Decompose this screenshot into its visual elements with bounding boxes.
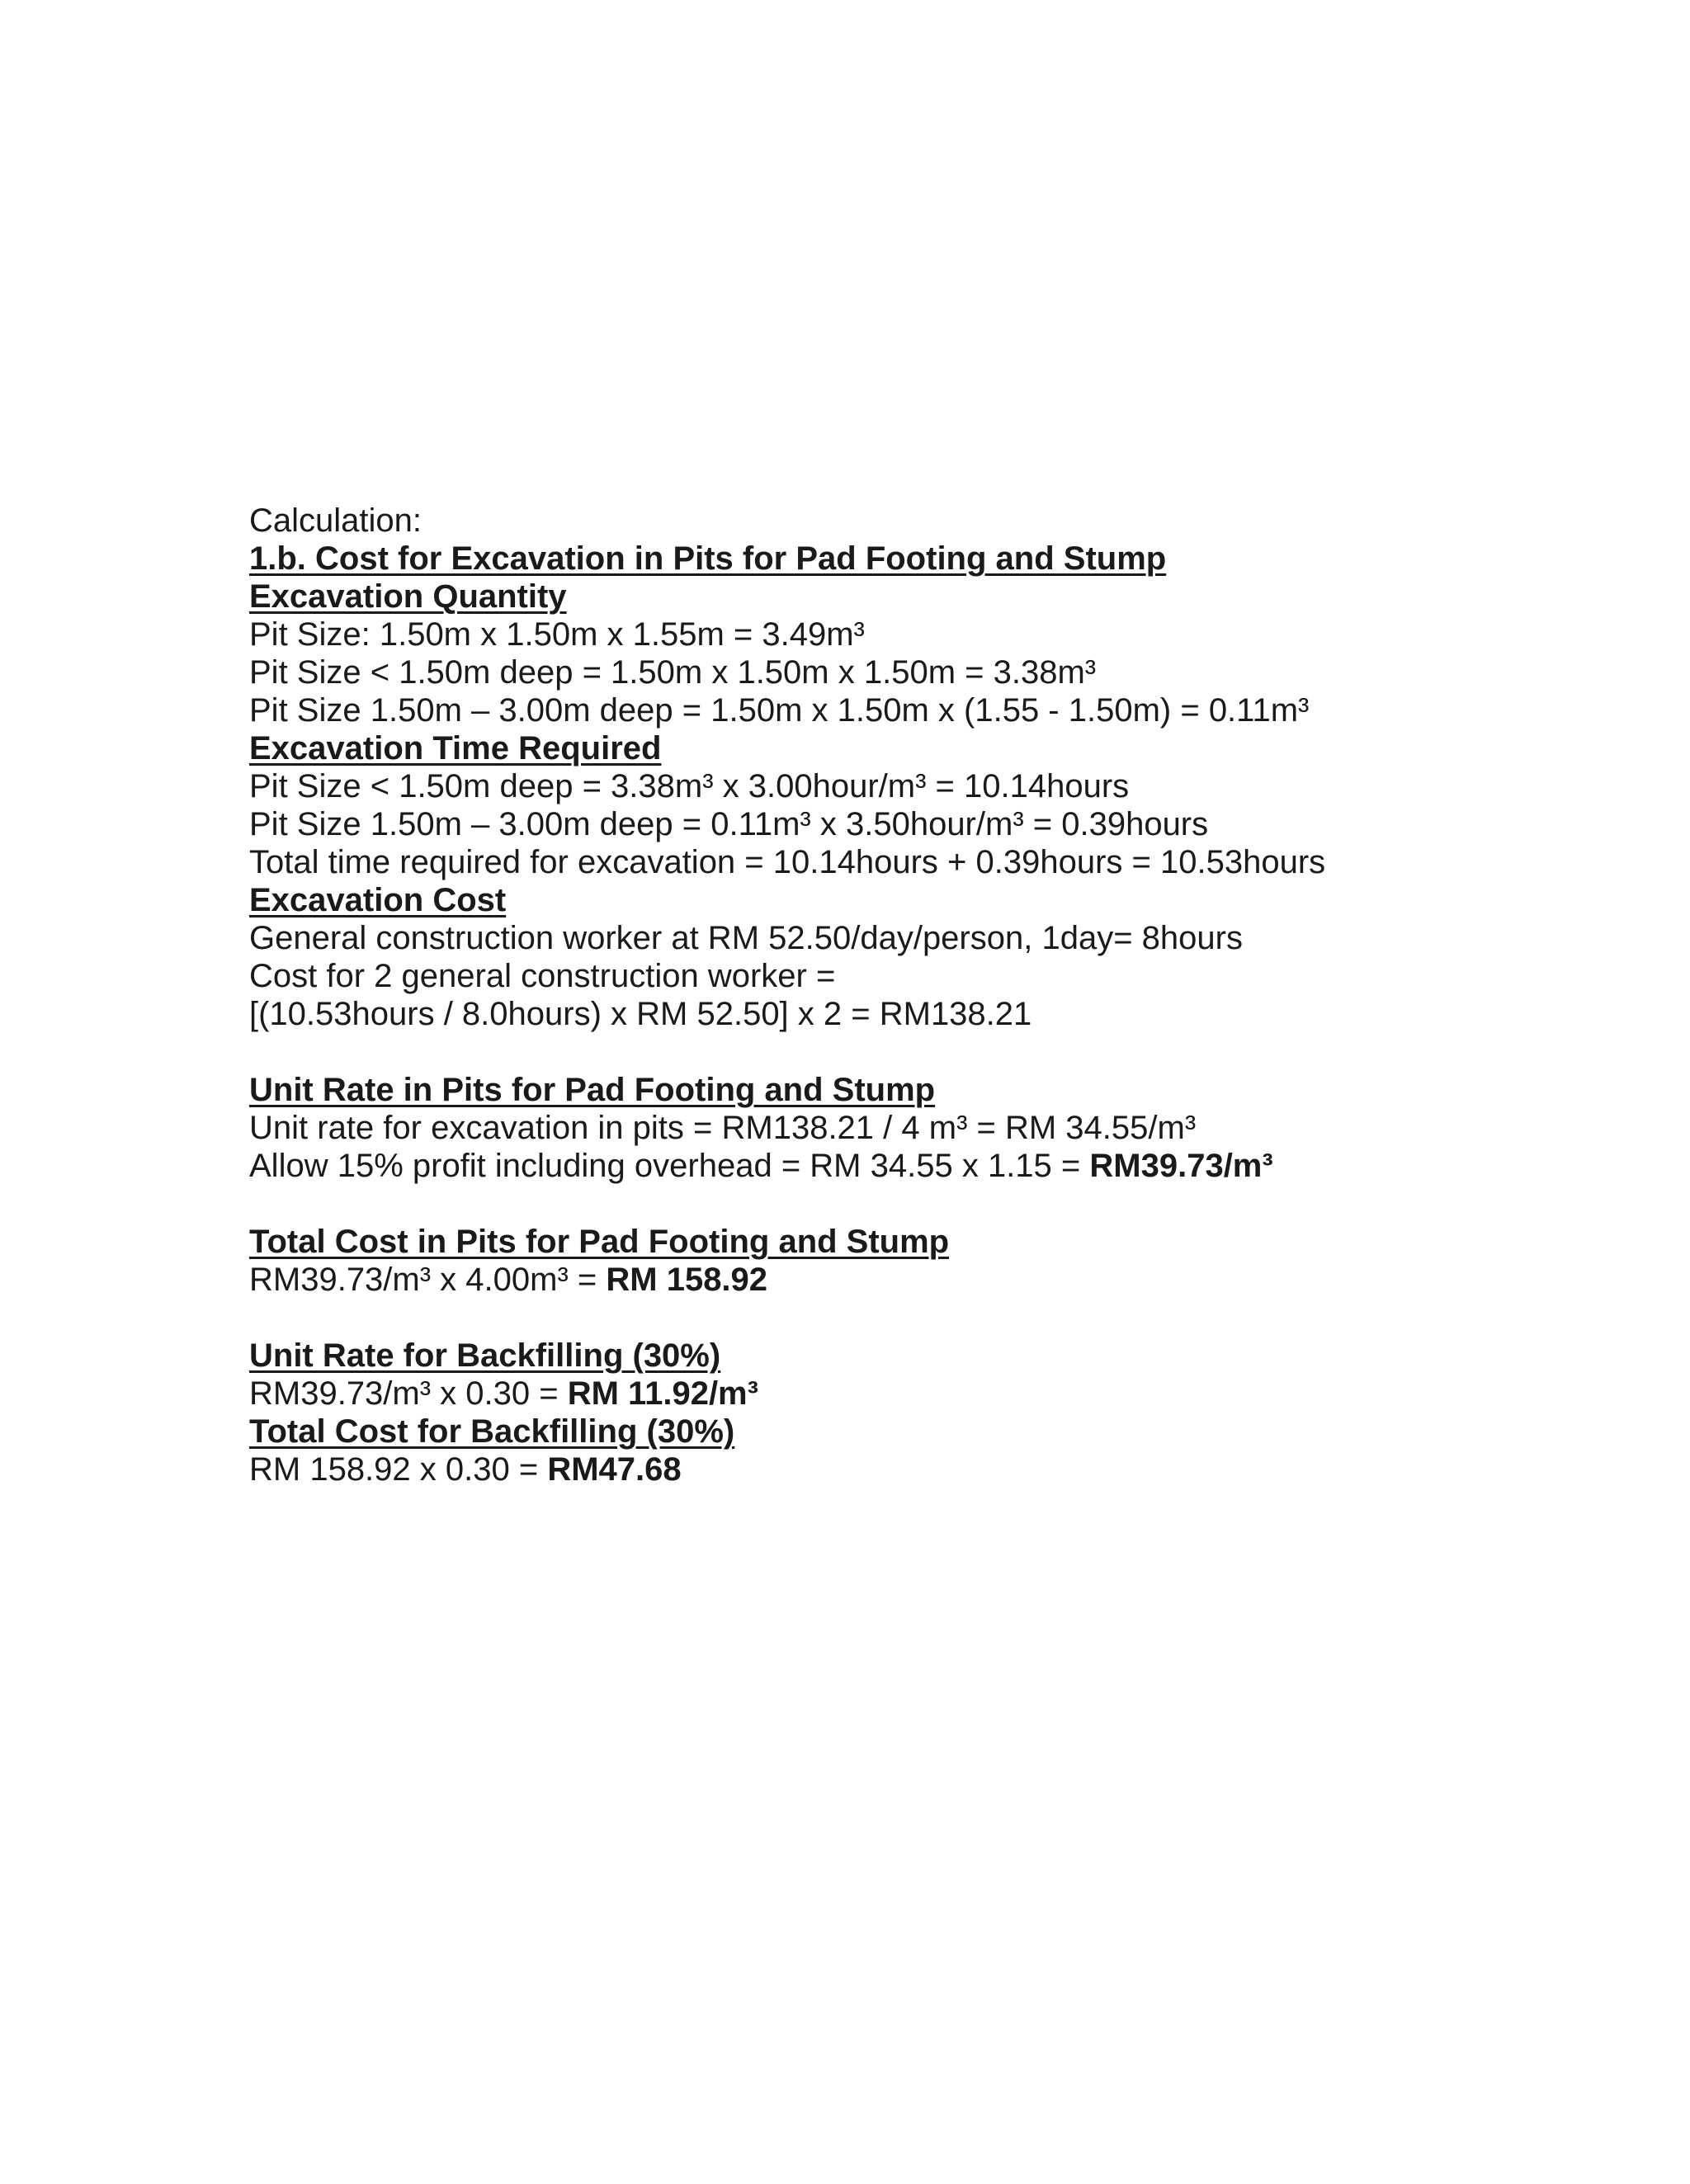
spacer bbox=[249, 1033, 1652, 1071]
profit-line bbox=[249, 1147, 1652, 1185]
spacer bbox=[249, 1299, 1652, 1337]
total-cost-line bbox=[249, 1261, 1652, 1299]
calculation-label: Calculation: bbox=[249, 502, 422, 539]
cost-line: [(10.53hours / 8.0hours) x RM 52.50] x 2 = RM138.21 bbox=[249, 996, 1032, 1032]
excavation-time-heading: Excavation Time Required bbox=[249, 730, 662, 767]
document-page bbox=[249, 502, 1652, 1488]
time-line: Pit Size < 1.50m deep = 3.38m³ x 3.00hour/m³ = 10.14hours bbox=[249, 768, 1130, 804]
unit-rate-heading: Unit Rate in Pits for Pad Footing and Stump bbox=[249, 1072, 936, 1108]
backfill-rate-line bbox=[249, 1375, 1652, 1413]
excavation-quantity-heading: Excavation Quantity bbox=[249, 578, 567, 615]
profit-line-text: Allow 15% profit including overhead = RM 34.55 x 1.15 = bbox=[249, 1148, 1090, 1184]
backfill-total-line bbox=[249, 1450, 1652, 1488]
spacer bbox=[249, 1185, 1652, 1223]
quantity-line: Pit Size < 1.50m deep = 1.50m x 1.50m x 1.50m = 3.38m³ bbox=[249, 654, 1097, 691]
unit-rate-result: RM39.73/m³ bbox=[1089, 1148, 1273, 1184]
cost-line: Cost for 2 general construction worker = bbox=[249, 958, 836, 994]
unit-rate-line: Unit rate for excavation in pits = RM138.21 / 4 m³ = RM 34.55/m³ bbox=[249, 1110, 1197, 1146]
total-cost-line-text: RM39.73/m³ x 4.00m³ = bbox=[249, 1262, 607, 1298]
total-cost-heading: Total Cost in Pits for Pad Footing and Stump bbox=[249, 1224, 950, 1260]
document-title: 1.b. Cost for Excavation in Pits for Pad Footing and Stump bbox=[249, 540, 1167, 577]
quantity-line: Pit Size: 1.50m x 1.50m x 1.55m = 3.49m³ bbox=[249, 616, 865, 653]
cost-line: General construction worker at RM 52.50/day/person, 1day= 8hours bbox=[249, 920, 1243, 956]
time-line: Pit Size 1.50m – 3.00m deep = 0.11m³ x 3.50hour/m³ = 0.39hours bbox=[249, 806, 1209, 842]
backfill-rate-heading: Unit Rate for Backfilling (30%) bbox=[249, 1337, 721, 1374]
excavation-cost-heading: Excavation Cost bbox=[249, 882, 507, 918]
backfill-total-result: RM47.68 bbox=[547, 1451, 682, 1488]
backfill-rate-line-text: RM39.73/m³ x 0.30 = bbox=[249, 1375, 568, 1412]
quantity-line: Pit Size 1.50m – 3.00m deep = 1.50m x 1.50m x (1.55 - 1.50m) = 0.11m³ bbox=[249, 692, 1310, 729]
total-cost-result: RM 158.92 bbox=[606, 1262, 768, 1298]
time-line: Total time required for excavation = 10.14hours + 0.39hours = 10.53hours bbox=[249, 844, 1326, 880]
backfill-total-heading: Total Cost for Backfilling (30%) bbox=[249, 1413, 735, 1450]
backfill-total-line-text: RM 158.92 x 0.30 = bbox=[249, 1451, 548, 1488]
backfill-rate-result: RM 11.92/m³ bbox=[567, 1375, 758, 1412]
